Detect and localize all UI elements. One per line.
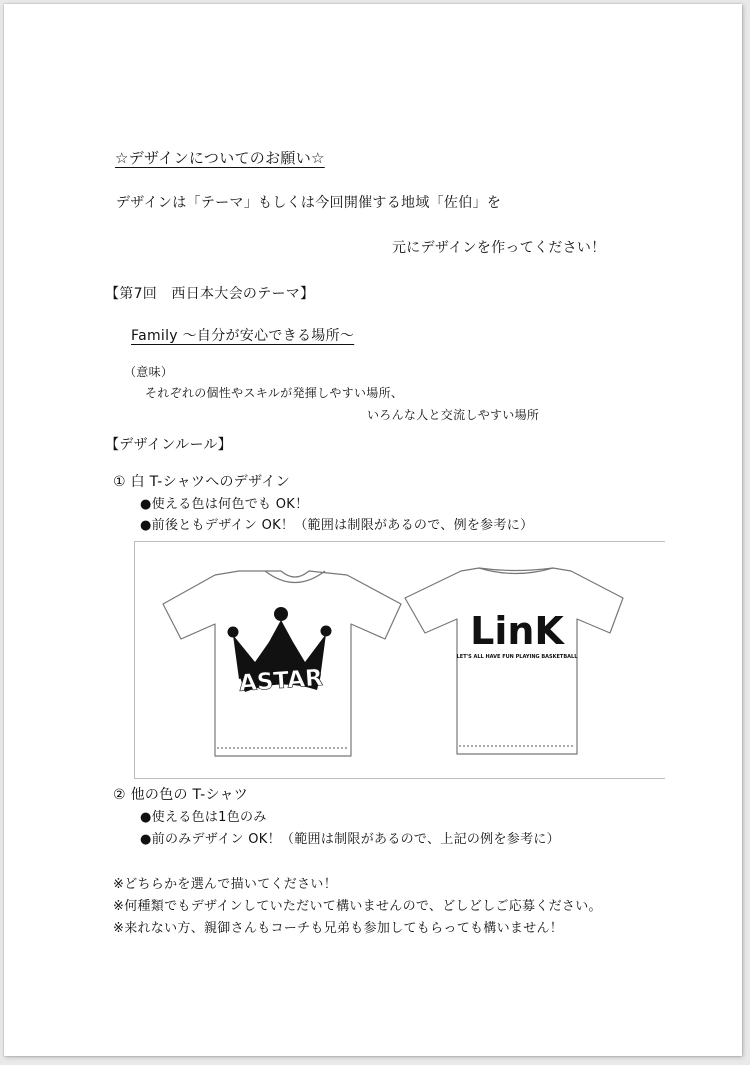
rule-2-bullet-2: ●前のみデザイン OK！（範囲は制限があるので、上記の例を参考に） — [140, 832, 560, 847]
rule-2-title: ② 他の色の T-シャツ — [113, 787, 249, 803]
meaning-line-1: それぞれの個性やスキルが発揮しやすい場所、 — [145, 386, 404, 400]
rule-1-title: ① 白 T-シャツへのデザイン — [113, 474, 291, 490]
page-title: ☆デザインについてのお願い☆ — [115, 149, 325, 167]
note-2: ※何種類でもデザインしていただいて構いませんので、どしどしご応募ください。 — [113, 899, 602, 914]
note-1: ※どちらかを選んで描いてください！ — [113, 877, 337, 892]
meaning-line-2: いろんな人と交流しやすい場所 — [367, 408, 540, 422]
back-tshirt-shape — [405, 568, 623, 754]
rules-header: 【デザインルール】 — [105, 437, 233, 453]
front-logo-text: ASTAR — [238, 665, 324, 697]
tshirt-example-figure — [134, 541, 665, 779]
back-logo-subtext: LET'S ALL HAVE FUN PLAYING BASKETBALL — [456, 654, 578, 660]
theme-header: 【第7回 西日本大会のテーマ】 — [105, 286, 315, 302]
meaning-label: （意味） — [124, 365, 174, 379]
document-page — [4, 4, 742, 1056]
back-logo-text: LinK — [470, 609, 564, 653]
rule-2-bullet-1: ●使える色は1色のみ — [140, 810, 267, 825]
rule-1-bullet-2: ●前後ともデザイン OK！（範囲は制限があるので、例を参考に） — [140, 518, 534, 533]
intro-line-2: 元にデザインを作ってください！ — [392, 240, 606, 256]
note-3: ※来れない方、親御さんもコーチも兄弟も参加してもらっても構いません！ — [113, 921, 564, 936]
intro-line-1: デザインは「テーマ」もしくは今回開催する地域「佐伯」を — [116, 195, 502, 211]
rule-1-bullet-1: ●使える色は何色でも OK！ — [140, 497, 309, 512]
tshirt-illustration — [135, 542, 665, 778]
theme-title: Family ～自分が安心できる場所～ — [131, 328, 355, 344]
